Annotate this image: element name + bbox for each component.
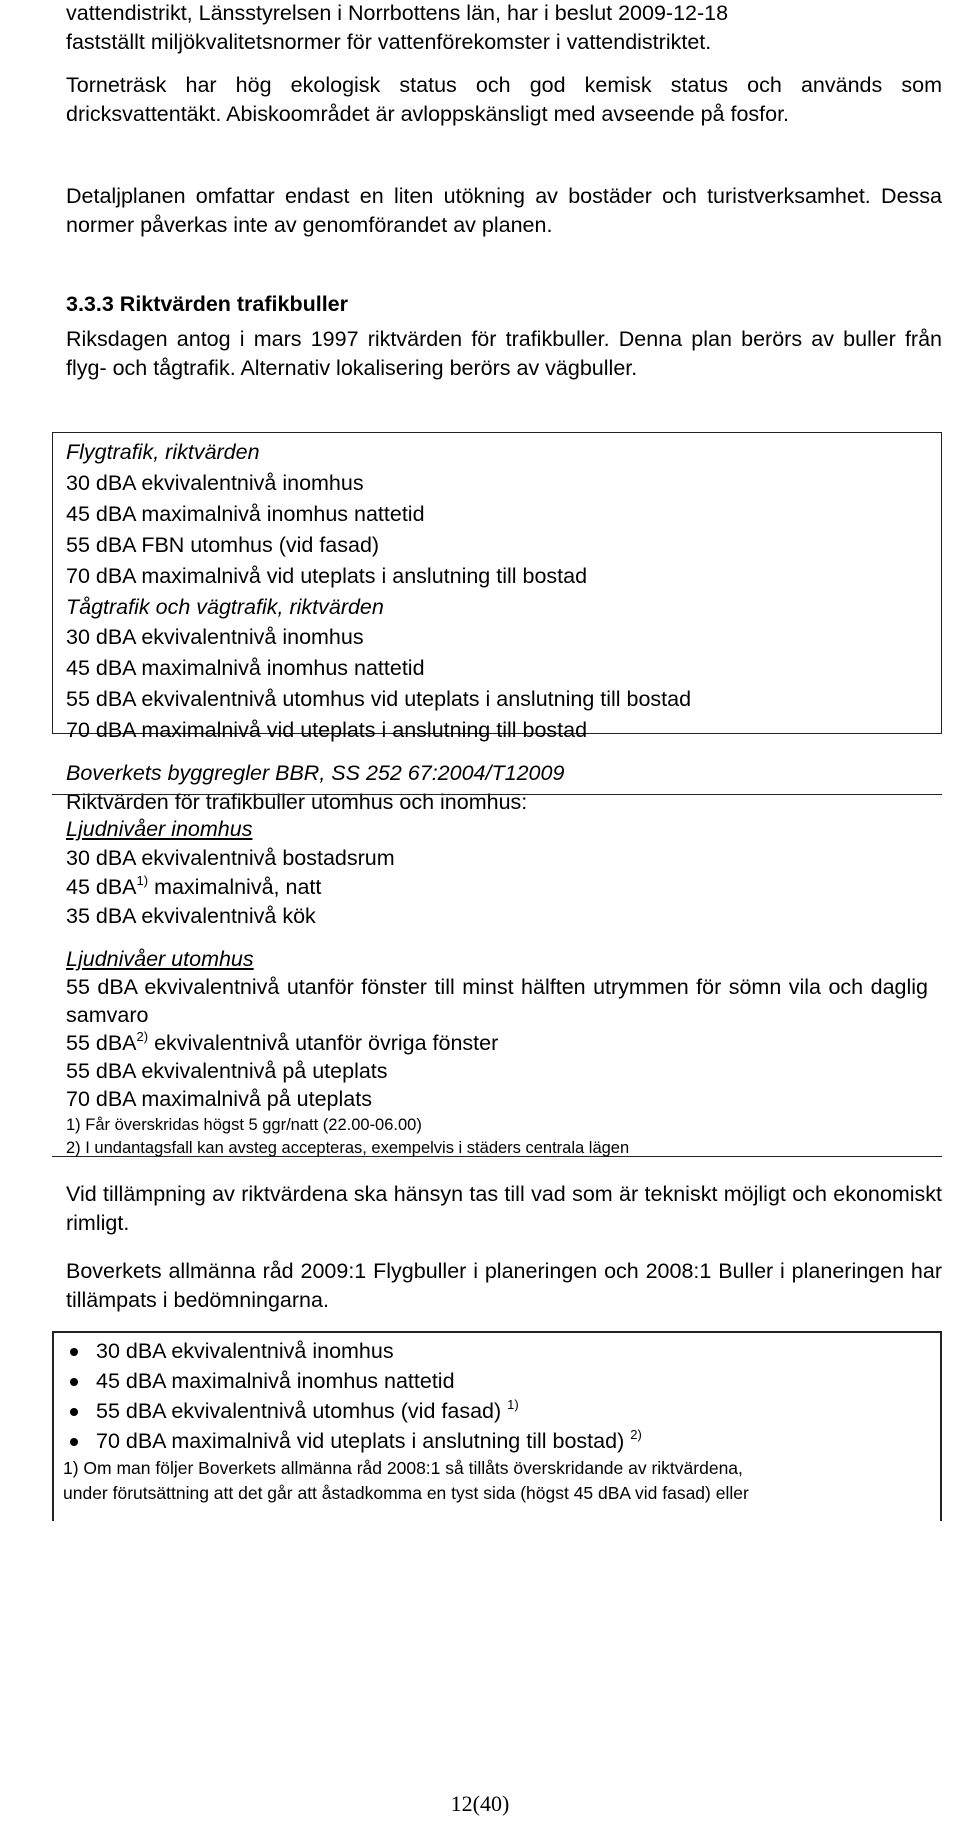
page-number: 12(40): [450, 1791, 510, 1816]
boverket-title: Boverkets byggregler BBR, SS 252 67:2004/T12009: [66, 761, 565, 785]
utomhus-line-2-post: ekvivalentnivå utanför övriga fönster: [148, 1031, 499, 1055]
utomhus-line-3: 55 dBA ekvivalentnivå på uteplats: [66, 1059, 388, 1083]
utomhus-footnote-ref: 2): [136, 1029, 149, 1044]
bullet-item: [52, 1396, 942, 1426]
bullet-dot: [70, 1408, 78, 1416]
bullet-item: [52, 1336, 942, 1366]
inomhus-line-1: 30 dBA ekvivalentnivå bostadsrum: [66, 846, 395, 870]
boverket-subtitle: Riktvärden för trafikbuller utomhus och inomhus:: [66, 790, 528, 814]
box3-note-line-1: 1) Om man följer Boverkets allmänna råd 2008:1 så tillåts överskridande av riktvärdena,: [63, 1458, 743, 1478]
riktvarden-box: [52, 432, 942, 743]
flyg-line-2: 45 dBA maximalnivå inomhus nattetid: [66, 501, 425, 526]
tillampning-paragraph: Vid tillämpning av riktvärdena ska hänsyn tas till vad som är tekniskt möjligt och ekonomiskt rimligt.: [66, 1182, 942, 1235]
bullet-text: 55 dBA ekvivalentnivå utomhus (vid fasad): [96, 1399, 508, 1423]
tag-line-4: 70 dBA maximalnivå vid uteplats i anslutning till bostad: [66, 718, 588, 743]
box3-top-rule: [52, 1331, 942, 1333]
box3-note: [63, 1456, 749, 1506]
bullet-dot: [70, 1438, 78, 1446]
bullet-text: 45 dBA maximalnivå inomhus nattetid: [96, 1369, 455, 1393]
inomhus-title: Ljudnivåer inomhus: [66, 817, 253, 841]
flyg-line-1: 30 dBA ekvivalentnivå inomhus: [66, 470, 364, 495]
footnote-1: 1) Får överskridas högst 5 ggr/natt (22.00-06.00): [66, 1116, 422, 1134]
flygtrafik-title: Flygtrafik, riktvärden: [66, 440, 260, 464]
ljudnivaer-box: [52, 794, 942, 1157]
inomhus-line-2-pre: 45 dBA: [66, 875, 137, 899]
tag-line-3: 55 dBA ekvivalentnivå utomhus vid uteplats i anslutning till bostad: [66, 687, 692, 712]
section-heading: 3.3.3 Riktvärden trafikbuller: [66, 292, 348, 316]
footnote-2: 2) I undantagsfall kan avsteg accepteras, exempelvis i städers centrala lägen: [66, 1139, 630, 1157]
section-intro-paragraph: Riksdagen antog i mars 1997 riktvärden för trafikbuller. Denna plan berörs av buller från flyg- och tågtrafik. Alternativ lokalisering berörs av vägbuller.: [66, 327, 942, 380]
flyg-line-3: 55 dBA FBN utomhus (vid fasad): [66, 532, 380, 557]
inomhus-line-3: 35 dBA ekvivalentnivå kök: [66, 904, 316, 928]
bullet-text: 70 dBA maximalnivå vid uteplats i anslutning till bostad): [96, 1429, 631, 1453]
top-partial-line-1: vattendistrikt, Länsstyrelsen i Norrbottens län, har i beslut 2009-12-18: [66, 1, 729, 25]
inomhus-line-2: [66, 873, 395, 902]
bullet-footnote-ref: 2): [630, 1427, 642, 1442]
inomhus-footnote-ref: 1): [136, 873, 149, 888]
tag-line-2: 45 dBA maximalnivå inomhus nattetid: [66, 656, 425, 681]
box3-note-line-2: under förutsättning att det går att åstadkomma en tyst sida (högst 45 dBA vid fasad) eller: [63, 1483, 749, 1503]
bullet-list: [52, 1336, 942, 1456]
bullet-dot: [70, 1348, 78, 1356]
bullet-item: [52, 1426, 942, 1456]
top-partial-line-2: fastställt miljökvalitetsnormer för vattenförekomster i vattendistriktet.: [66, 30, 712, 54]
inomhus-line-2-post: maximalnivå, natt: [148, 875, 322, 899]
bullet-footnote-ref: 1): [507, 1397, 519, 1412]
utomhus-line-4: 70 dBA maximalnivå på uteplats: [66, 1087, 372, 1111]
tagtrafik-title: Tågtrafik och vägtrafik, riktvärden: [66, 594, 384, 619]
allmanna-rad-paragraph: Boverkets allmänna råd 2009:1 Flygbuller i planeringen och 2008:1 Buller i planeringen har tillämpats i bedömningarna.: [66, 1259, 942, 1312]
tag-line-1: 30 dBA ekvivalentnivå inomhus: [66, 625, 364, 650]
utomhus-line-2: [66, 1029, 928, 1057]
tornetrask-paragraph: Torneträsk har hög ekologisk status och god kemisk status och används som dricksvattentäkt. Abiskoområdet är avloppskänsligt med avseende på fosfor.: [66, 73, 942, 126]
top-partial-paragraph: [66, 0, 942, 57]
bullet-item: [52, 1366, 942, 1396]
bullet-dot: [70, 1378, 78, 1386]
utomhus-line-1: 55 dBA ekvivalentnivå utanför fönster till minst hälften utrymmen för sömn vila och daglig samvaro: [66, 975, 928, 1027]
bullet-text: 30 dBA ekvivalentnivå inomhus: [96, 1339, 394, 1363]
utomhus-title: Ljudnivåer utomhus: [66, 947, 254, 971]
detaljplan-paragraph: Detaljplanen omfattar endast en liten utökning av bostäder och turistverksamhet. Dessa normer påverkas inte av genomförandet av planen.: [66, 184, 942, 237]
flyg-line-4: 70 dBA maximalnivå vid uteplats i anslutning till bostad: [66, 563, 588, 588]
utomhus-line-2-pre: 55 dBA: [66, 1031, 137, 1055]
